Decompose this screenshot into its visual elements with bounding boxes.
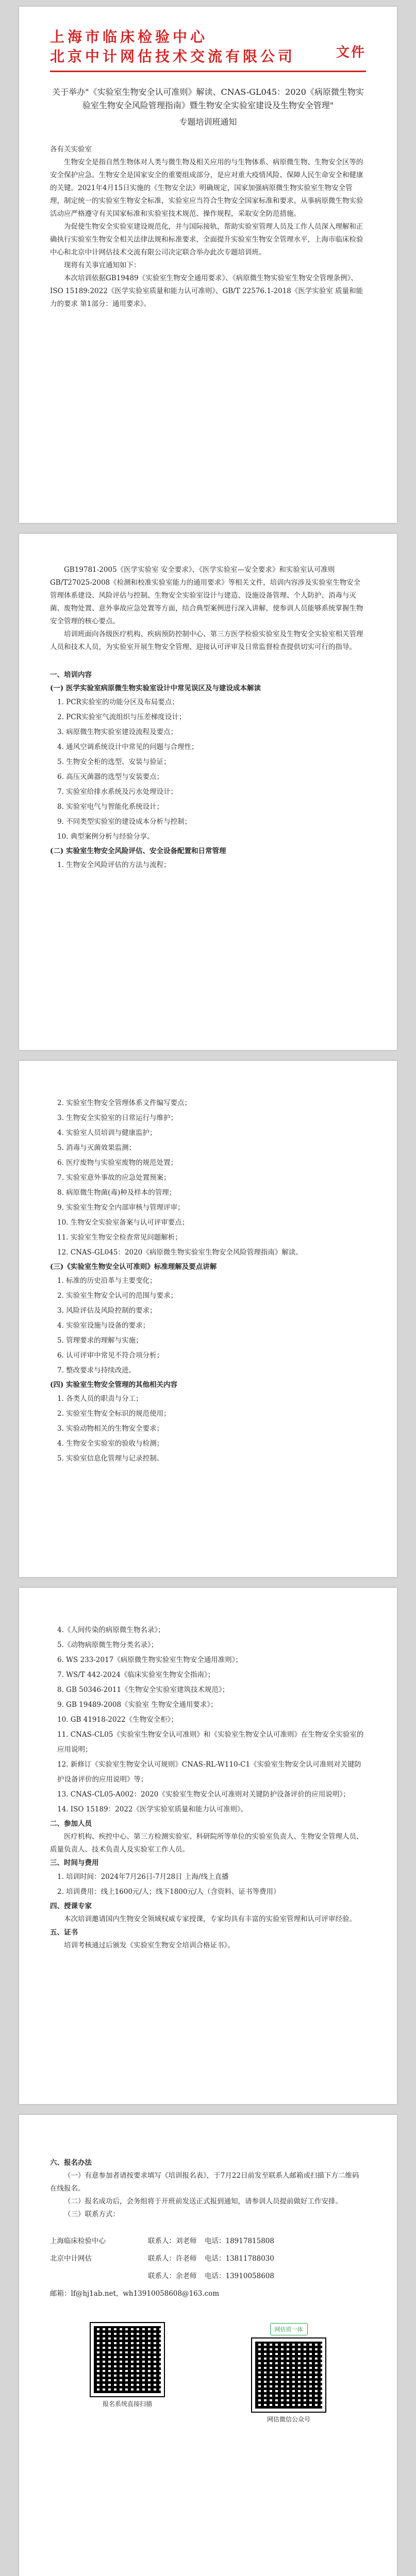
list-item: 9. GB 19489-2008《实验室 生物安全通用要求》； xyxy=(57,1701,218,1709)
salutation: 各有关实验室 xyxy=(50,145,92,154)
list-item: 1. PCR实验室的功能分区及布局要点； xyxy=(57,698,179,706)
list-item: 2. 培训费用：线上1600元/人；线下1800元/人（含资料、证书等费用） xyxy=(57,1888,280,1896)
contact-list xyxy=(50,2232,366,2302)
list-item: 3. 病原微生物实验室建设流程及要点； xyxy=(57,728,178,736)
list-item: 2. PCR实验室气流组织与压差梯度设计； xyxy=(57,713,186,721)
list-item: 10. 典型案例分析与经验分享。 xyxy=(57,833,154,841)
notice-title: 关于举办"《实验室生物安全认可准则》解读、CNAS-GL045：2020《病原微生物实验室生物安全风险管理指南》暨生物安全实验室建设及生物安全管理" xyxy=(52,87,364,110)
subsection-heading: (四) 实验室生物安全管理的其他相关内容 xyxy=(50,1381,177,1389)
list-item: 7. 整改要求与持续改进。 xyxy=(57,1366,136,1375)
org-name-line1: 上海市临床检验中心 xyxy=(50,28,208,45)
list-item: 4. 生物安全实验室的验收与检测； xyxy=(57,1439,164,1448)
list-item: 10. 生物安全实验室备案与认可评审要点； xyxy=(57,1218,189,1227)
list-item: 5.《动物病原微生物分类名录》； xyxy=(57,1641,158,1649)
paragraph: 生物安全是指自然生物体对人类与微生物及相关应用的与生物体系、病原微生物、生物安全区等的安全保护应急。生物安全是国家安全的重要组成部分，是应对重大疫情风险、保障人民生命安全和健康的关键。2021年4月15日实施的《生物安全法》明确规定，国家加强病原微生物实验室生物安全管理，制定统一的实验室生物安全标准，实验室应当符合生物安全国家标准和要求。从事病原微生物实验活动应严格遵守有关国家标准和实验室技术规范、操作规程，采取安全防范措施。 xyxy=(50,158,363,218)
page-4 xyxy=(19,1588,397,2104)
list-item: 10. GB 41918-2022《生物安全柜》； xyxy=(57,1716,178,1724)
qr-caption: 报名系统直接扫描 xyxy=(102,2400,152,2408)
paragraph: GB19781-2005《医学实验室 安全要求》、《医学实验室—安全要求》和实验室认可准则GB/T27025-2008《检测和校准实验室能力的通用要求》等相关文件，培训内容涉及实验室生物安全管理体系建设、风险评估与控制、生物安全实验室设计与建造、设施设备管理、个人防护、消毒与灭菌、废物处置、意外事故应急处置等方面，结合典型案例进行深入讲解，使参训人员能够系统掌握生物安全管理的核心要点。 xyxy=(50,566,363,625)
paragraph: （三）联系方式： xyxy=(64,2210,120,2218)
list-item: 2. 实验室生物安全标识的规范使用； xyxy=(57,1410,171,1418)
paragraph: 培训班面向各级医疗机构、疾病预防控制中心、第三方医学检验实验室及生物安全实验室相关管理人员和技术人员，为实验室开展生物安全管理、迎接认可评审及日常监督检查提供切实可行的指导。 xyxy=(50,630,363,651)
section-heading: 二、参加人员 xyxy=(50,1820,92,1828)
paragraph: （二）报名成功后，会务组将于开班前发送正式报到通知，请参训人员提前做好工作安排。 xyxy=(64,2197,342,2206)
contact-email[interactable]: 邮箱：lf@hj1ab.net，wh13910058608@163.com xyxy=(50,2290,220,2298)
page-2 xyxy=(19,534,397,1050)
list-item: 8. GB 50346-2011《生物安全实验室建筑技术规范》； xyxy=(57,1686,229,1694)
list-item: 4. 通风空调系统设计中常见的问题与合理性； xyxy=(57,743,198,751)
section-heading: 六、报名办法 xyxy=(50,2159,92,2167)
page-1 xyxy=(19,7,397,523)
notice-subtitle: 专题培训班通知 xyxy=(179,117,237,127)
contact-person: 联系人：余老师 xyxy=(148,2272,197,2280)
paragraph: 医疗机构、疾控中心、第三方检测实验室、科研院所等单位的实验室负责人、生物安全管理人员、质量负责人、技术负责人及实验室工作人员。 xyxy=(50,1833,363,1854)
org-name-line2: 北京中计网估技术交流有限公司 xyxy=(50,48,296,65)
list-item: 4.《人间传染的病原微生物名录》； xyxy=(57,1626,165,1634)
contact-person: 联系人：许老师 xyxy=(148,2255,197,2263)
contact-org: 北京中计网估 xyxy=(50,2255,92,2263)
qr-code-icon xyxy=(91,2323,164,2396)
list-item: 6. WS 233-2017《病原微生物实验室生物安全通用准则》； xyxy=(57,1656,243,1664)
list-item: 1. 生物安全风险评估的方法与流程； xyxy=(57,861,171,869)
list-item: 4. 实验室设施与设备的要求； xyxy=(57,1321,150,1330)
qr-code-icon xyxy=(252,2338,325,2412)
list-item: 3. 风险评估及风险控制的要求； xyxy=(57,1307,157,1315)
list-item: 11. CNAS-CL05《实验室生物安全认可准则》和《实验室生物安全认可准则》在生物安全实验室的应用说明； xyxy=(57,1731,364,1754)
doc-tag: 文件 xyxy=(336,45,366,60)
subsection-heading: (一) 医学实验室病原微生物实验室设计中常见误区及与建设成本解读 xyxy=(50,684,261,692)
contact-phone[interactable]: 电话：13910058608 xyxy=(205,2272,274,2280)
contact-org xyxy=(50,2267,148,2285)
list-item: 13. CNAS-CL05-A002：2020《实验室生物安全认可准则对关键防护设备评价的应用说明》； xyxy=(57,1790,350,1799)
paragraph: 现将有关事宜通知如下： xyxy=(64,261,141,269)
list-item: 14. ISO 15189：2022《医学实验室质量和能力认可准则》。 xyxy=(57,1805,248,1814)
section-heading: 一、培训内容 xyxy=(50,671,92,679)
list-item: 2. 实验室生物安全管理体系文件编写要点； xyxy=(57,1099,192,1107)
list-item: 8. 实验室电气与智能化系统设计； xyxy=(57,803,164,811)
list-item: 5. 生物安全柜的选型、安装与验证； xyxy=(57,758,171,766)
contact-org: 上海临床检验中心 xyxy=(50,2237,106,2245)
list-item: 9. 实验室生物安全内部审核与管理评审； xyxy=(57,1204,185,1212)
list-item: 7. 实验室给排水系统及污水处理设计； xyxy=(57,788,178,796)
contact-person: 联系人：刘老师 xyxy=(148,2237,197,2245)
section-heading: 五、证书 xyxy=(50,1928,78,1937)
qr-code-row xyxy=(50,2323,366,2426)
list-item: 3. 生物安全实验室的日常运行与维护； xyxy=(57,1114,178,1122)
contact-phone[interactable]: 电话：13811788030 xyxy=(205,2255,274,2263)
qr-caption: 网估微信公众号 xyxy=(267,2416,310,2423)
list-item: 5. 管理要求的理解与实施； xyxy=(57,1336,143,1345)
contact-row xyxy=(50,2232,366,2250)
paragraph: 培训考核通过后颁发《实验室生物安全培训合格证书》。 xyxy=(64,1941,235,1950)
header-divider xyxy=(50,71,366,72)
list-item: 2. 实验室生物安全认可的范围与要求； xyxy=(57,1292,178,1300)
section-heading: 三、时间与费用 xyxy=(50,1859,99,1867)
list-item: 5. 消毒与灭菌效果监测； xyxy=(57,1144,136,1152)
list-item: 6. 医疗废物与实验室废物的规范处置； xyxy=(57,1159,178,1167)
list-item: 11. 实验室生物安全检查常见问题解析； xyxy=(57,1233,182,1242)
list-item: 1. 各类人员的职责与分工； xyxy=(57,1395,143,1403)
list-item: 12. 新修订《实验室生物安全认可规则》CNAS-RL-W110-C1《实验室生物安全认可准则对关键防护设备评价的应用说明》等； xyxy=(57,1760,362,1784)
paragraph: 本次培训邀请国内生物安全领域权威专家授课，专家均具有丰富的实验室管理和认可评审经验。 xyxy=(64,1915,356,1923)
list-item: 5. 实验室信息化管理与记录控制。 xyxy=(57,1454,164,1463)
list-item: 6. 高压灭菌器的选型与安装要点； xyxy=(57,773,164,781)
list-item: 3. 实验动物相关的生物安全要求； xyxy=(57,1425,164,1433)
wechat-qr[interactable] xyxy=(247,2323,330,2424)
registration-qr[interactable] xyxy=(86,2323,169,2408)
page-3 xyxy=(19,1061,397,1577)
paragraph: 为促使生物安全实验室建设规范化，并与国际接轨，帮助实验室管理人员及工作人员深入理解和正确执行实验室生物安全相关法律法规和标准要求，全面提升实验室生物安全管理水平，上海市临床检验中心和北京中计网估技术交流有限公司决定联合举办此次专题培训班。 xyxy=(50,223,363,257)
contact-phone[interactable]: 电话：18917815808 xyxy=(205,2237,274,2245)
list-item: 8. 病原微生物菌(毒)种及样本的管理； xyxy=(57,1189,176,1197)
paragraph: 本次培训依据GB19489《实验室生物安全通用要求》、《病原微生物实验室生物安全管理条例》、ISO 15189:2022《医学实验室质量和能力认可准则》、GB/T 22576.1-2018《医学实验室 质量和能力的要求 第1部分：通用要求》。 xyxy=(50,274,363,308)
list-item: 6. 认可评审中常见不符合项分析； xyxy=(57,1351,164,1360)
list-item: 1. 标准的历史沿革与主要变化； xyxy=(57,1277,157,1285)
contact-row xyxy=(50,2250,366,2267)
list-item: 1. 培训时间：2024年7月26日-7月28日 上海/线上直播 xyxy=(57,1873,229,1881)
contact-row xyxy=(50,2267,366,2285)
paragraph: （一）有意参加者请按要求填写《培训报名表》，于7月22日前发至联系人邮箱或扫描下方二维码在线报名。 xyxy=(50,2172,359,2193)
list-item: 4. 实验室人员培训与健康监护； xyxy=(57,1129,157,1137)
page-5 xyxy=(19,2115,397,2576)
subsection-heading: (三)《实验室生物安全认可准则》标准理解及要点讲解 xyxy=(50,1263,217,1271)
subsection-heading: (二) 实验室生物安全风险评估、安全设备配置和日常管理 xyxy=(50,847,226,855)
list-item: 9. 不同类型实验室的建设成本分析与控制； xyxy=(57,818,192,826)
section-heading: 四、授课专家 xyxy=(50,1902,92,1910)
list-item: 12. CNAS-GL045：2020《病原微生物实验室生物安全风险管理指南》解读。 xyxy=(57,1248,303,1257)
brand-logo: 网估质一体 xyxy=(270,2323,308,2335)
list-item: 7. WS/T 442-2024《临床实验室生物安全指南》； xyxy=(57,1671,215,1679)
list-item: 7. 实验室意外事故的应急处置预案； xyxy=(57,1174,171,1182)
